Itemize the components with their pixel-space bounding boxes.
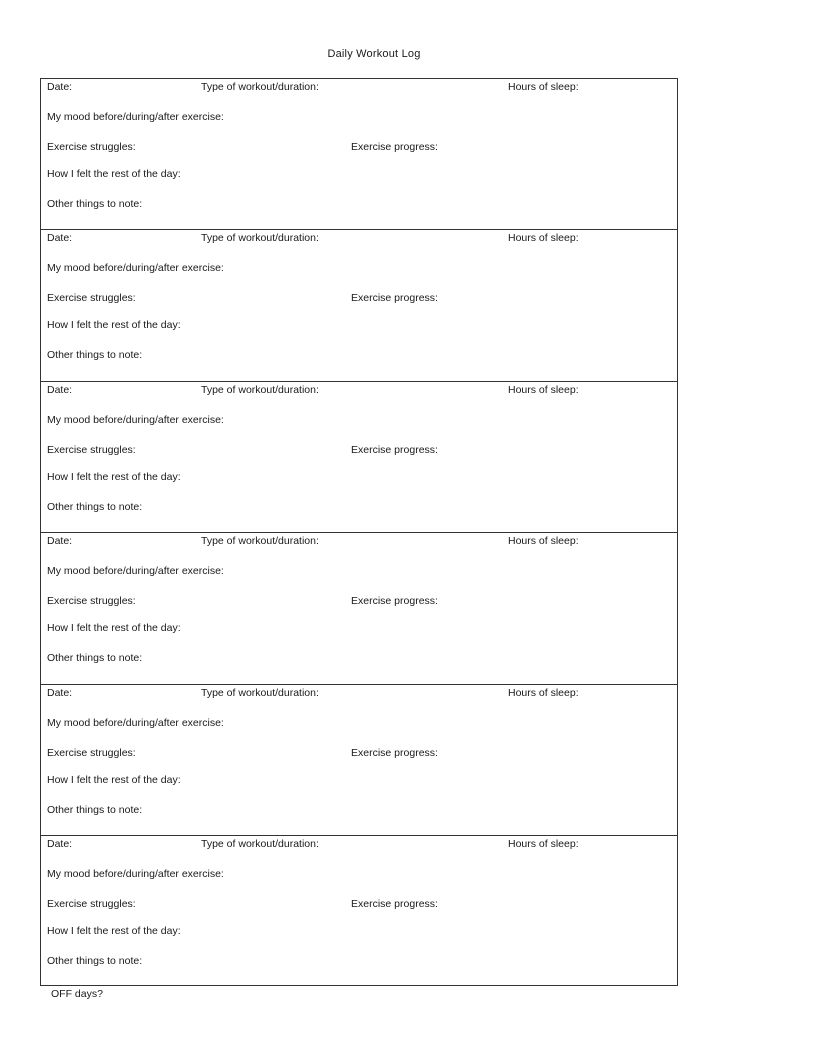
progress-label: Exercise progress: — [351, 443, 438, 456]
log-entry — [41, 230, 677, 381]
log-entry — [41, 533, 677, 684]
notes-label: Other things to note: — [47, 198, 143, 210]
felt-label: How I felt the rest of the day: — [47, 319, 181, 332]
notes-label: Other things to note: — [47, 803, 143, 816]
mood-label: My mood before/during/after exercise: — [47, 867, 224, 880]
progress-label: Exercise progress: — [351, 746, 438, 759]
progress-label: Exercise progress: — [351, 595, 438, 608]
progress-label: Exercise progress: — [351, 897, 438, 910]
date-label: Date: — [47, 837, 73, 850]
sleep-label: Hours of sleep: — [508, 383, 579, 396]
felt-label: How I felt the rest of the day: — [47, 470, 181, 483]
struggles-label: Exercise struggles: — [47, 897, 136, 910]
mood-label: My mood before/during/after exercise: — [47, 262, 224, 275]
felt-label: How I felt the rest of the day: — [47, 168, 181, 180]
log-entry — [41, 836, 677, 987]
sleep-label: Hours of sleep: — [508, 232, 579, 245]
date-label: Date: — [47, 232, 73, 245]
log-entry — [41, 79, 677, 230]
sleep-label: Hours of sleep: — [508, 686, 579, 699]
felt-label: How I felt the rest of the day: — [47, 924, 181, 937]
workout-type-label: Type of workout/duration: — [201, 383, 319, 396]
workout-type-label: Type of workout/duration: — [201, 81, 319, 93]
log-entry — [41, 382, 677, 533]
struggles-label: Exercise struggles: — [47, 595, 136, 608]
sleep-label: Hours of sleep: — [508, 837, 579, 850]
workout-type-label: Type of workout/duration: — [201, 232, 319, 245]
workout-type-label: Type of workout/duration: — [201, 686, 319, 699]
felt-label: How I felt the rest of the day: — [47, 773, 181, 786]
date-label: Date: — [47, 81, 73, 93]
notes-label: Other things to note: — [47, 652, 143, 665]
mood-label: My mood before/during/after exercise: — [47, 111, 224, 123]
workout-type-label: Type of workout/duration: — [201, 535, 319, 548]
off-days-note: OFF days? — [51, 988, 103, 1000]
sleep-label: Hours of sleep: — [508, 535, 579, 548]
page-title: Daily Workout Log — [327, 48, 421, 60]
date-label: Date: — [47, 535, 73, 548]
struggles-label: Exercise struggles: — [47, 141, 136, 153]
notes-label: Other things to note: — [47, 954, 143, 967]
date-label: Date: — [47, 686, 73, 699]
struggles-label: Exercise struggles: — [47, 443, 136, 456]
struggles-label: Exercise struggles: — [47, 746, 136, 759]
log-entry — [41, 685, 677, 836]
notes-label: Other things to note: — [47, 500, 143, 513]
progress-label: Exercise progress: — [351, 141, 438, 153]
notes-label: Other things to note: — [47, 349, 143, 362]
date-label: Date: — [47, 383, 73, 396]
sleep-label: Hours of sleep: — [508, 81, 579, 93]
mood-label: My mood before/during/after exercise: — [47, 413, 224, 426]
progress-label: Exercise progress: — [351, 292, 438, 305]
workout-type-label: Type of workout/duration: — [201, 837, 319, 850]
struggles-label: Exercise struggles: — [47, 292, 136, 305]
mood-label: My mood before/during/after exercise: — [47, 565, 224, 578]
workout-log-table — [40, 78, 678, 986]
felt-label: How I felt the rest of the day: — [47, 622, 181, 635]
mood-label: My mood before/during/after exercise: — [47, 716, 224, 729]
